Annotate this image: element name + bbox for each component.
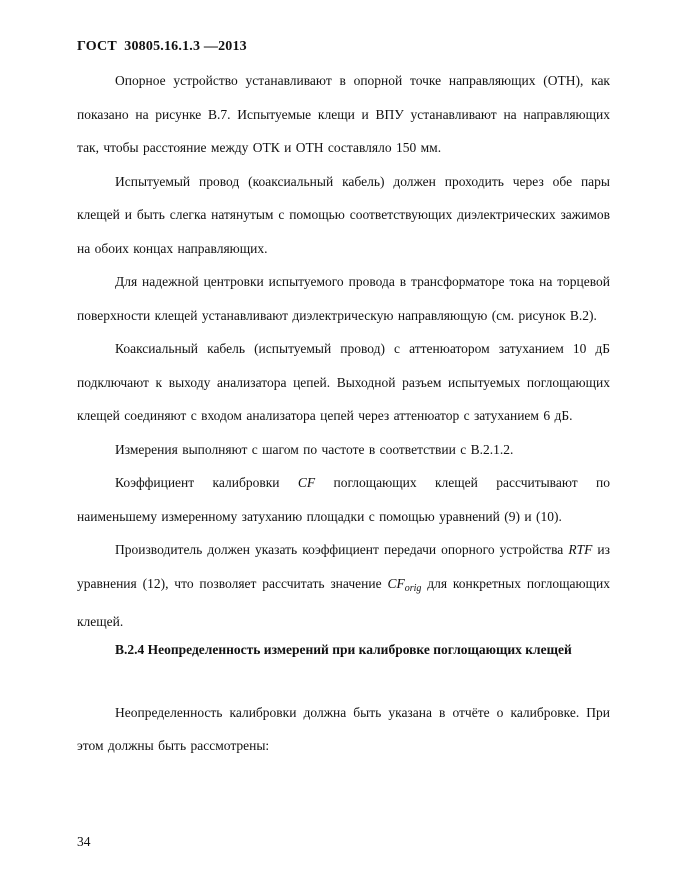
cf-orig-symbol: CF xyxy=(387,575,405,591)
section-heading-b-2-4: В.2.4 Неопределенность измерений при калибровке поглощающих клещей xyxy=(115,641,572,657)
paragraph-transfer-factor xyxy=(77,533,610,639)
paragraph-frequency-step: Измерения выполняют с шагом по частоте в соответствии с В.2.1.2. xyxy=(115,441,514,457)
cf-text-before: Коэффициент калибровки xyxy=(115,475,298,490)
paragraph-centering: Для надежной центровки испытуемого провода в трансформаторе тока на торцевой поверхности клещей устанавливают диэлектрическую направляющую (см. рисунок В.2). xyxy=(77,274,610,323)
paragraph-calibration-factor xyxy=(77,466,610,533)
rtf-text-before: Производитель должен указать коэффициент передачи опорного устройства xyxy=(115,542,569,557)
rtf-symbol: RTF xyxy=(568,542,593,557)
paragraph-reference-device: Опорное устройство устанавливают в опорной точке направляющих (ОТН), как показано на рисунке В.7. Испытуемые клещи и ВПУ устанавливают на направляющих так, чтобы расстояние между ОТК и ОТН составляло 150 мм. xyxy=(77,73,610,155)
page-number: 34 xyxy=(77,834,91,849)
cf-orig-subscript: orig xyxy=(404,582,422,594)
cf-text-after: поглощающих клещей рассчитывают по наименьшему измеренному затуханию площадки с помощью уравнений (9) и (10). xyxy=(77,475,611,524)
rtf-text-middle: из уравнения (12), что позволяет рассчитать значение xyxy=(77,542,610,591)
paragraph-coax-connection: Коаксиальный кабель (испытуемый провод) с аттенюатором затуханием 10 дБ подключают к выходу анализатора цепей. Выходной разъем испытуемых поглощающих клещей соединяют с входом анализатора цепей через аттенюатор с затуханием 6 дБ. xyxy=(77,341,610,423)
standard-header: ГОСТ 30805.16.1.3 —2013 xyxy=(77,39,247,54)
paragraph-uncertainty: Неопределенность калибровки должна быть указана в отчёте о калибровке. При этом должны быть рассмотрены: xyxy=(77,704,610,753)
section-spacer xyxy=(77,658,610,696)
body-text xyxy=(77,64,610,763)
rtf-text-after: для конкретных поглощающих клещей. xyxy=(77,575,610,629)
cf-symbol: CF xyxy=(297,475,316,490)
paragraph-cable-routing: Испытуемый провод (коаксиальный кабель) должен проходить через обе пары клещей и быть слегка натянутым с помощью соответствующих диэлектрических зажимов на обоих концах направляющих. xyxy=(77,173,610,256)
